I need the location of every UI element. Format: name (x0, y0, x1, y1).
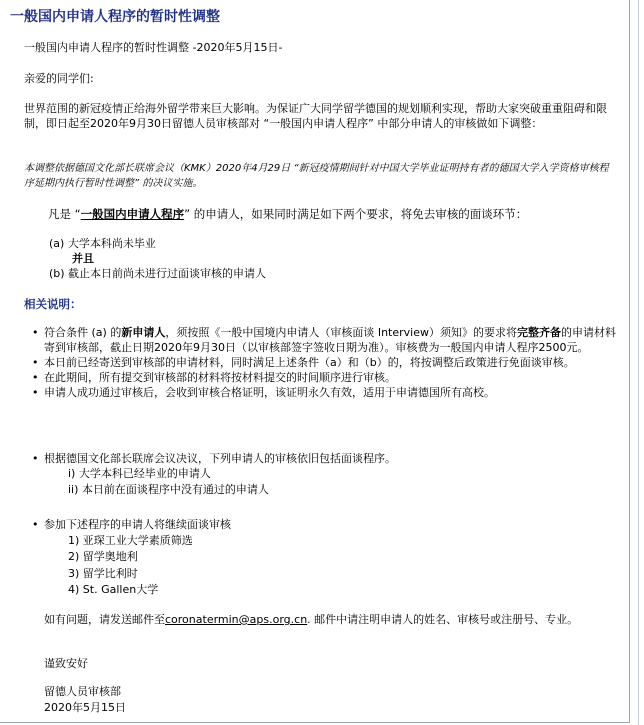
roman-item: i) 大学本科已经毕业的申请人 (68, 467, 211, 480)
scrollbar-track[interactable] (630, 0, 644, 725)
bullet-text-mid: ，须按照《一般中国境内申请人（审核面谈 Interview）须知》的要求将 (165, 326, 517, 339)
bullet-text-pre: 符合条件 (a) 的 (44, 326, 122, 339)
email-link[interactable]: coronatermin@aps.org.cn (165, 613, 308, 626)
subtitle: 一般国内申请人程序的暂时性调整 -2020年5月15日- (24, 41, 283, 54)
list-item: • 参加下述程序的申请人将继续面谈审核 (32, 517, 624, 532)
program-item: 3) 留学比利时 (68, 567, 138, 580)
signature-date: 2020年5月15日 (44, 701, 126, 714)
program-item: 2) 留学奥地利 (68, 550, 138, 563)
kmk-note: 本调整依据德国文化部长联席会议（KMK）2020年4月29日 “新冠疫情期间针对中国大学毕业证明持有者的德国大学入学资格审核程序延期内执行暂时性调整” 的决议实施。 (24, 163, 609, 189)
list-item: • 本日前已经寄送到审核部的申请材料，同时满足上述条件（a）和（b）的，将按调整后政策进行免面谈审核。 (32, 355, 624, 370)
section-title: 相关说明： (24, 297, 82, 311)
contact-post: . 邮件中请注明申请人的姓名、审核号或注册号、专业。 (307, 613, 579, 626)
bullet-text-post: 的申请材料寄到审核部，截止日期2020年9月30日（以审核部签字签收日期为准）。审核费为一般国内申请人程序2500元。 (44, 326, 616, 354)
list-item: • 申请人成功通过审核后，会收到审核合格证明，该证明永久有效，适用于申请德国所有高校。 (32, 385, 624, 400)
roman-item: ii) 本日前在面谈程序中没有通过的申请人 (68, 483, 269, 496)
program-rule-list (32, 517, 624, 532)
signature-org: 留德人员审核部 (44, 685, 121, 698)
condition-and: 并且 (72, 252, 94, 265)
conditions-intro (48, 207, 527, 222)
conditions-intro-pre: 凡是 “ (48, 207, 81, 221)
closing: 谨致安好 (44, 657, 88, 670)
contact-pre: 如有问题，请发送邮件至 (44, 613, 165, 626)
program-item: 1) 亚琛工业大学素质筛选 (68, 534, 193, 547)
conditions-intro-post: ” 的申请人，如果同时满足如下两个要求，将免去审核的面谈环节： (184, 207, 528, 221)
notes-list (32, 325, 624, 400)
bullet-text-strong: 新申请人 (121, 326, 166, 339)
program-item: 4) St. Gallen大学 (68, 583, 159, 596)
scrollbar-divider (638, 0, 639, 725)
list-item (32, 325, 624, 355)
list-item: • 根据德国文化部长联席会议决议，下列申请人的审核依旧包括面谈程序。 (32, 451, 624, 466)
conditions-intro-highlight: 一般国内申请人程序 (80, 207, 185, 221)
condition-a: (a) 大学本科尚未毕业 (49, 237, 156, 250)
page-title: 一般国内申请人程序的暂时性调整 (10, 9, 220, 25)
bullet-text-strong: 完整齐备 (516, 326, 561, 339)
list-item: • 在此期间，所有提交到审核部的材料将按材料提交的时间顺序进行审核。 (32, 370, 624, 385)
condition-b: (b) 截止本日前尚未进行过面谈审核的申请人 (49, 267, 267, 280)
contact-paragraph (44, 612, 624, 627)
interview-rule-list (32, 451, 624, 466)
intro-paragraph: 世界范围的新冠疫情正给海外留学带来巨大影响。为保证广大同学留学德国的规划顺利实现，帮助大家突破重重阻碍和限制，即日起至2020年9月30日留德人员审核部对 “一般国内申请人程序” 中部分申请人的审核做如下调整： (24, 102, 607, 130)
greeting: 亲爱的同学们: (24, 72, 94, 85)
